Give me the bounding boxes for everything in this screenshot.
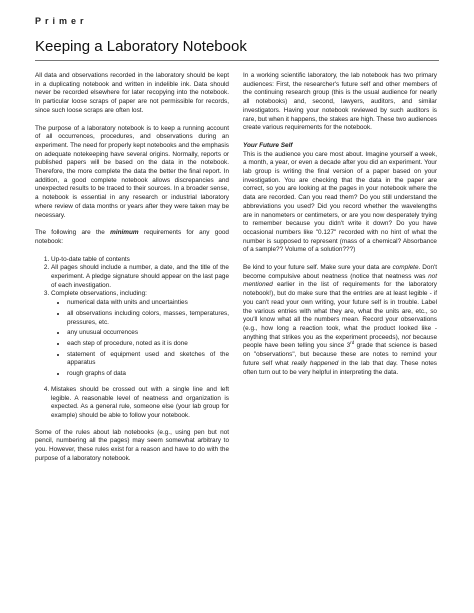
section-subheading: Your Future Self [243,141,293,149]
list-item: • all observations including colors, masses, temperatures, pressures, etc. [67,310,229,327]
rules-paragraph: Some of the rules about lab notebooks (e.g., using pen but not pencil, numbering all the pages) may seem somewhat arbitrary to you. However, these rules exist for a reason and have to do with the purpose of a laboratory notebook. [35,428,229,462]
really-happened-emphasis: really happened [291,359,339,367]
list-item: 1. Up-to-date table of contents [51,256,229,265]
left-column [35,72,229,472]
list-item: • each step of procedure, noted as it is done [67,340,229,349]
list-item: • statement of equipment used and sketches of the apparatus [67,351,229,368]
list-item: • numerical data with units and uncertainties [67,299,229,308]
minimum-emphasis: minimum [110,229,139,237]
right-column [243,72,437,386]
complete-emphasis: complete [392,264,419,272]
list-item: 3. Complete observations, including: • numerical data with units and uncertainties • all observations including colors, masses, temperatures, pressures, etc. • any unusual occurrences • each step of procedure, noted as it is done • statement of equipment used and sketches of the apparatus • rough graphs of data [51,290,229,378]
section-kicker: Primer [35,16,88,26]
title-divider [35,60,439,61]
ordinal-superscript: rd [350,340,355,346]
list-item: • rough graphs of data [67,370,229,379]
requirements-list [35,256,229,421]
future-self-paragraph: This is the audience you care most about. Imagine yourself a week, a month, a year, or even a decade after you did an experiment. Your lab group is writing the final version of a paper based on your investigation. You are checking that the data in the paper are correct, so you are looking at the pages in your notebook where the data are recorded. Can you read them? Do you still understand the abbreviations you used? Did you record whether the wavelengths are in nanometers or centimeters, or are you now desperately trying to remember because you didn't write it down? Do you have occasional numbers like "0.127" recorded with no hint of what the number is supposed to represent (mass of a chemical? Absorbance of a sample?? Volume of a solution???) [243,150,437,254]
page-title: Keeping a Laboratory Notebook [35,38,247,55]
observations-list [51,299,229,379]
purpose-paragraph: The purpose of a laboratory notebook is to keep a running account of all occurrences, procedures, and observations during an experiment. The need for properly kept notebooks and the emphasis on adequate notekeeping have several origins. Normally, reports or published papers will be based on the data in the notebook. Therefore, the more complete the data the better the final report. In addition, a good complete notebook allows discrepancies and unexpected results to be traced to their sources. In a broader sense, a notebook is essential in any research or industrial laboratory where review of data months or years after they were taken may be necessary. [35,124,229,219]
requirements-intro: The following are the minimum requirements for any good notebook: [35,229,229,245]
list-item: • any unusual occurrences [67,329,229,338]
list-item: 4. Mistakes should be crossed out with a single line and left legible. A reasonable level of neatness and organization is expected. As a general rule, someone else (your lab group for example) should be able to follow your notebook. [51,386,229,421]
intro-paragraph: All data and observations recorded in the laboratory should be kept in a duplicating notebook and written in indelible ink. Data should never be recorded elsewhere for later recopying into the notebook. In particular loose scraps of paper are not permissible for records, since such loose scraps are often lost. [35,72,229,114]
list-item: 2. All pages should include a number, a date, and the title of the experiment. A pledge signature should appear on the last page of each investigation. [51,264,229,290]
be-kind-paragraph: Be kind to your future self. Make sure your data are complete. Don't become compulsive about neatness (notice that neatness was not mentioned earlier in the list of requirements for the laboratory notebook!), but do make sure that the entries are at least legible - if you can't read your own writing, your future self is in trouble. Label the various entries with what they are, what the units are, etc., so you'll know what all the numbers mean. Record your observations (e.g., how long a reaction took, what the product looked like - anything that strikes you as the experiment proceeds), not because people have been telling you since 3rd grade that science is based on "observations", but because these are notes to remind your future self what really happened in the lab that day. These notes often turn out to be very helpful in interpreting the data. [243,264,437,376]
audiences-paragraph: In a working scientific laboratory, the lab notebook has two primary audiences: First, the researcher's future self and other members of the continuing research group (this is the usual audience for nearly all notebooks) and, second, lawyers, auditors, and similar investigators. Having your notebook reviewed by such auditors is rare, but when it happens, the stakes are high. These two audiences create various requirements for the notebook. [243,72,437,132]
not-emphasis: not [401,333,411,341]
not-mentioned-emphasis: not mentioned [243,272,437,289]
